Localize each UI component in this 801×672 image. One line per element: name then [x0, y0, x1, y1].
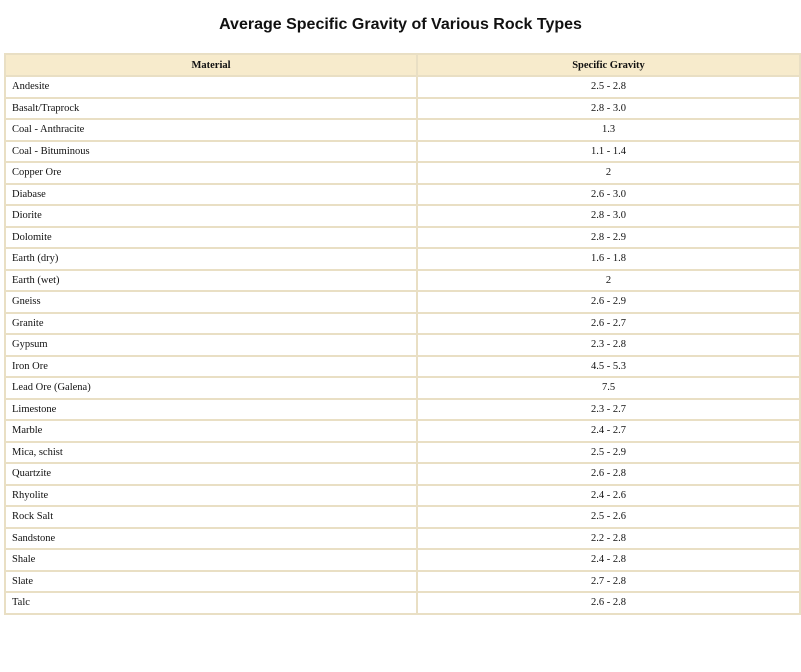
material-cell: Dolomite — [5, 227, 417, 249]
table-row — [5, 334, 800, 356]
gravity-cell: 2 — [417, 270, 800, 292]
material-cell: Coal - Bituminous — [5, 141, 417, 163]
table-row — [5, 442, 800, 464]
table-row — [5, 399, 800, 421]
material-cell: Diorite — [5, 205, 417, 227]
material-cell: Talc — [5, 592, 417, 614]
gravity-cell: 2 — [417, 162, 800, 184]
table-row — [5, 528, 800, 550]
table-row — [5, 248, 800, 270]
gravity-cell: 7.5 — [417, 377, 800, 399]
table-row — [5, 592, 800, 614]
gravity-cell: 2.4 - 2.8 — [417, 549, 800, 571]
material-cell: Sandstone — [5, 528, 417, 550]
table-row — [5, 571, 800, 593]
gravity-cell: 1.1 - 1.4 — [417, 141, 800, 163]
gravity-cell: 2.6 - 2.8 — [417, 592, 800, 614]
gravity-cell: 2.6 - 3.0 — [417, 184, 800, 206]
table-row — [5, 463, 800, 485]
material-cell: Rock Salt — [5, 506, 417, 528]
table-row — [5, 549, 800, 571]
gravity-cell: 2.4 - 2.6 — [417, 485, 800, 507]
material-cell: Earth (dry) — [5, 248, 417, 270]
table-row — [5, 205, 800, 227]
table-row — [5, 227, 800, 249]
material-cell: Basalt/Traprock — [5, 98, 417, 120]
material-cell: Gypsum — [5, 334, 417, 356]
material-cell: Earth (wet) — [5, 270, 417, 292]
material-cell: Slate — [5, 571, 417, 593]
gravity-cell: 2.8 - 3.0 — [417, 205, 800, 227]
material-cell: Rhyolite — [5, 485, 417, 507]
gravity-cell: 4.5 - 5.3 — [417, 356, 800, 378]
material-cell: Andesite — [5, 76, 417, 98]
material-cell: Copper Ore — [5, 162, 417, 184]
gravity-cell: 1.3 — [417, 119, 800, 141]
table-row — [5, 119, 800, 141]
material-cell: Shale — [5, 549, 417, 571]
gravity-cell: 2.3 - 2.8 — [417, 334, 800, 356]
table-row — [5, 291, 800, 313]
table-row — [5, 420, 800, 442]
gravity-cell: 2.7 - 2.8 — [417, 571, 800, 593]
table-row — [5, 76, 800, 98]
gravity-cell: 2.6 - 2.9 — [417, 291, 800, 313]
table-row — [5, 184, 800, 206]
material-cell: Mica, schist — [5, 442, 417, 464]
header-row — [5, 54, 800, 76]
material-cell: Diabase — [5, 184, 417, 206]
material-cell: Lead Ore (Galena) — [5, 377, 417, 399]
gravity-table — [4, 53, 801, 615]
gravity-cell: 2.4 - 2.7 — [417, 420, 800, 442]
gravity-cell: 2.8 - 3.0 — [417, 98, 800, 120]
table-row — [5, 485, 800, 507]
material-cell: Coal - Anthracite — [5, 119, 417, 141]
material-cell: Quartzite — [5, 463, 417, 485]
gravity-cell: 2.6 - 2.7 — [417, 313, 800, 335]
gravity-cell: 2.2 - 2.8 — [417, 528, 800, 550]
gravity-cell: 2.5 - 2.9 — [417, 442, 800, 464]
table-row — [5, 356, 800, 378]
material-cell: Limestone — [5, 399, 417, 421]
material-cell: Granite — [5, 313, 417, 335]
table-row — [5, 313, 800, 335]
material-cell: Gneiss — [5, 291, 417, 313]
gravity-cell: 2.5 - 2.6 — [417, 506, 800, 528]
table-row — [5, 377, 800, 399]
table-row — [5, 162, 800, 184]
table-row — [5, 98, 800, 120]
table-row — [5, 270, 800, 292]
header-material: Material — [5, 54, 417, 76]
gravity-cell: 2.6 - 2.8 — [417, 463, 800, 485]
gravity-cell: 1.6 - 1.8 — [417, 248, 800, 270]
table-row — [5, 506, 800, 528]
material-cell: Iron Ore — [5, 356, 417, 378]
gravity-cell: 2.3 - 2.7 — [417, 399, 800, 421]
table-row — [5, 141, 800, 163]
page-title: Average Specific Gravity of Various Rock Types — [219, 16, 582, 33]
gravity-cell: 2.5 - 2.8 — [417, 76, 800, 98]
material-cell: Marble — [5, 420, 417, 442]
header-specific-gravity: Specific Gravity — [417, 54, 800, 76]
gravity-cell: 2.8 - 2.9 — [417, 227, 800, 249]
